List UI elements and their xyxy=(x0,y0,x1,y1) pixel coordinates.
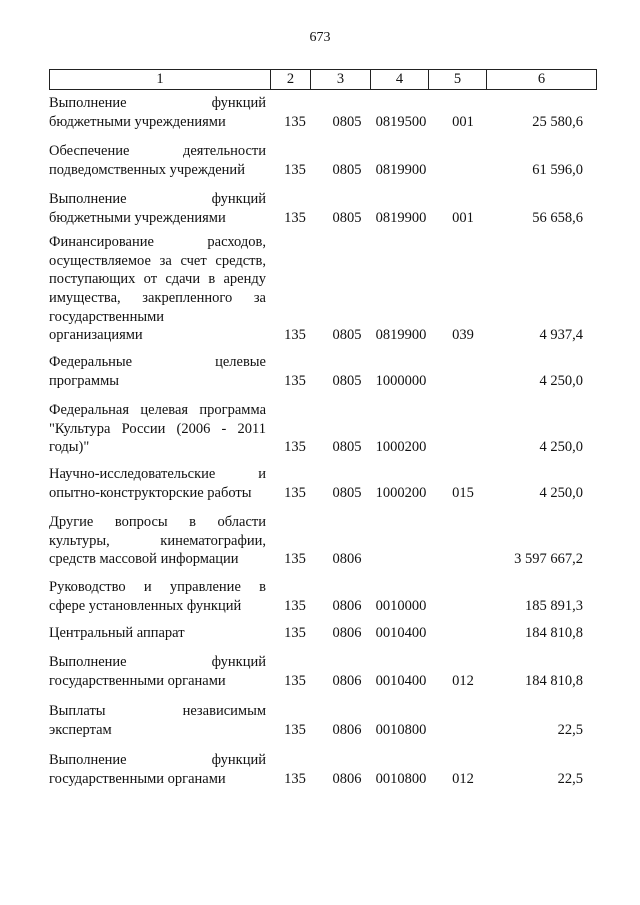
description-line: "Культура России (2006 - 2011 xyxy=(49,420,266,437)
description-line: Выполнение функций xyxy=(49,752,266,768)
cell-c5: 001 xyxy=(452,209,474,226)
cell-c3: 0805 xyxy=(332,113,362,130)
row-description xyxy=(49,401,266,457)
cell-c3: 0805 xyxy=(332,484,362,501)
table-row xyxy=(49,578,597,615)
cell-c2: 135 xyxy=(284,672,306,689)
description-line: культуры, кинематографии, xyxy=(49,532,266,549)
table-row xyxy=(49,190,597,227)
cell-c2: 135 xyxy=(284,372,306,389)
header-col-2: 2 xyxy=(271,70,311,89)
description-line: осуществляемое за счет средств, xyxy=(49,252,266,269)
description-line: Другие вопросы в области xyxy=(49,514,266,530)
cell-c3: 0805 xyxy=(332,327,362,344)
row-description xyxy=(49,751,266,788)
cell-c2: 135 xyxy=(284,113,306,130)
table-row xyxy=(49,94,597,131)
cell-c6: 185 891,3 xyxy=(525,597,583,614)
row-description xyxy=(49,578,266,615)
table-row xyxy=(49,142,597,179)
description-line: Выполнение функций xyxy=(49,191,266,207)
description-line: бюджетными учреждениями xyxy=(49,209,226,226)
table-row xyxy=(49,624,597,643)
cell-c2: 135 xyxy=(284,551,306,568)
header-col-1: 1 xyxy=(50,70,271,89)
cell-c4: 0010800 xyxy=(375,721,427,738)
row-description xyxy=(49,702,266,739)
table-row xyxy=(49,401,597,457)
row-description xyxy=(49,353,266,390)
cell-c2: 135 xyxy=(284,327,306,344)
description-line: Центральный аппарат xyxy=(49,625,185,641)
cell-c3: 0806 xyxy=(332,597,362,614)
cell-c3: 0805 xyxy=(332,439,362,456)
description-line: организациями xyxy=(49,327,143,344)
row-description xyxy=(49,513,266,569)
cell-c2: 135 xyxy=(284,439,306,456)
description-line: Федеральные целевые xyxy=(49,354,266,370)
table-row xyxy=(49,465,597,502)
cell-c6: 56 658,6 xyxy=(532,209,583,226)
cell-c4: 0010400 xyxy=(375,624,427,641)
cell-c6: 22,5 xyxy=(557,721,583,738)
cell-c3: 0805 xyxy=(332,209,362,226)
cell-c3: 0806 xyxy=(332,624,362,641)
description-line: поступающих от сдачи в аренду xyxy=(49,271,266,288)
description-line: Выполнение функций xyxy=(49,654,266,670)
table-row xyxy=(49,702,597,739)
description-line: государственными xyxy=(49,308,165,325)
cell-c3: 0806 xyxy=(332,770,362,787)
cell-c6: 3 597 667,2 xyxy=(514,551,583,568)
cell-c2: 135 xyxy=(284,484,306,501)
cell-c4: 1000000 xyxy=(375,372,427,389)
description-line: Научно-исследовательские и xyxy=(49,466,266,482)
header-col-4: 4 xyxy=(371,70,429,89)
row-description xyxy=(49,190,266,227)
description-line: Федеральная целевая программа xyxy=(49,402,266,418)
description-line: Выполнение функций xyxy=(49,95,266,111)
cell-c4: 0819500 xyxy=(375,113,427,130)
cell-c2: 135 xyxy=(284,161,306,178)
cell-c6: 184 810,8 xyxy=(525,672,583,689)
cell-c4: 0819900 xyxy=(375,161,427,178)
cell-c6: 25 580,6 xyxy=(532,113,583,130)
header-col-6: 6 xyxy=(537,71,546,87)
description-line: государственными органами xyxy=(49,672,226,689)
cell-c6: 61 596,0 xyxy=(532,161,583,178)
cell-c3: 0806 xyxy=(332,551,362,568)
description-line: Финансирование расходов, xyxy=(49,234,266,250)
cell-c4: 1000200 xyxy=(375,484,427,501)
row-description xyxy=(49,653,266,690)
cell-c3: 0806 xyxy=(332,672,362,689)
cell-c4: 0010800 xyxy=(375,770,427,787)
cell-c6: 4 937,4 xyxy=(539,327,583,344)
description-line: программы xyxy=(49,372,119,389)
cell-c6: 22,5 xyxy=(557,770,583,787)
row-description xyxy=(49,233,266,345)
description-line: имущества, закрепленного за xyxy=(49,290,266,307)
header-col-3: 3 xyxy=(311,70,371,89)
cell-c2: 135 xyxy=(284,770,306,787)
cell-c4: 0010000 xyxy=(375,597,427,614)
cell-c6: 4 250,0 xyxy=(539,439,583,456)
description-line: Руководство и управление в xyxy=(49,579,266,595)
row-description xyxy=(49,142,266,179)
cell-c2: 135 xyxy=(284,721,306,738)
row-description xyxy=(49,624,266,643)
cell-c5: 015 xyxy=(452,484,474,501)
cell-c6: 4 250,0 xyxy=(539,484,583,501)
page-number: 673 xyxy=(309,30,331,45)
cell-c4: 1000200 xyxy=(375,439,427,456)
cell-c3: 0805 xyxy=(332,161,362,178)
table-row xyxy=(49,233,597,345)
table-row xyxy=(49,513,597,569)
cell-c6: 184 810,8 xyxy=(525,624,583,641)
cell-c2: 135 xyxy=(284,624,306,641)
cell-c4: 0010400 xyxy=(375,672,427,689)
cell-c2: 135 xyxy=(284,597,306,614)
description-line: государственными органами xyxy=(49,770,226,787)
description-line: Выплаты независимым xyxy=(49,703,266,719)
cell-c4: 0819900 xyxy=(375,209,427,226)
description-line: опытно-конструкторские работы xyxy=(49,484,252,501)
row-description xyxy=(49,465,266,502)
description-line: подведомственных учреждений xyxy=(49,161,245,178)
description-line: экспертам xyxy=(49,721,112,738)
description-line: годы)" xyxy=(49,439,90,456)
cell-c4: 0819900 xyxy=(375,327,427,344)
cell-c5: 012 xyxy=(452,770,474,787)
cell-c5: 039 xyxy=(452,327,474,344)
cell-c5: 012 xyxy=(452,672,474,689)
cell-c6: 4 250,0 xyxy=(539,372,583,389)
row-description xyxy=(49,94,266,131)
table-row xyxy=(49,751,597,788)
table-header xyxy=(49,69,597,90)
header-col-5: 5 xyxy=(429,70,487,89)
table-row xyxy=(49,353,597,390)
description-line: бюджетными учреждениями xyxy=(49,113,226,130)
description-line: средств массовой информации xyxy=(49,551,239,568)
table-row xyxy=(49,653,597,690)
description-line: Обеспечение деятельности xyxy=(49,143,266,159)
cell-c2: 135 xyxy=(284,209,306,226)
cell-c3: 0806 xyxy=(332,721,362,738)
cell-c5: 001 xyxy=(452,113,474,130)
description-line: сфере установленных функций xyxy=(49,597,242,614)
cell-c3: 0805 xyxy=(332,372,362,389)
